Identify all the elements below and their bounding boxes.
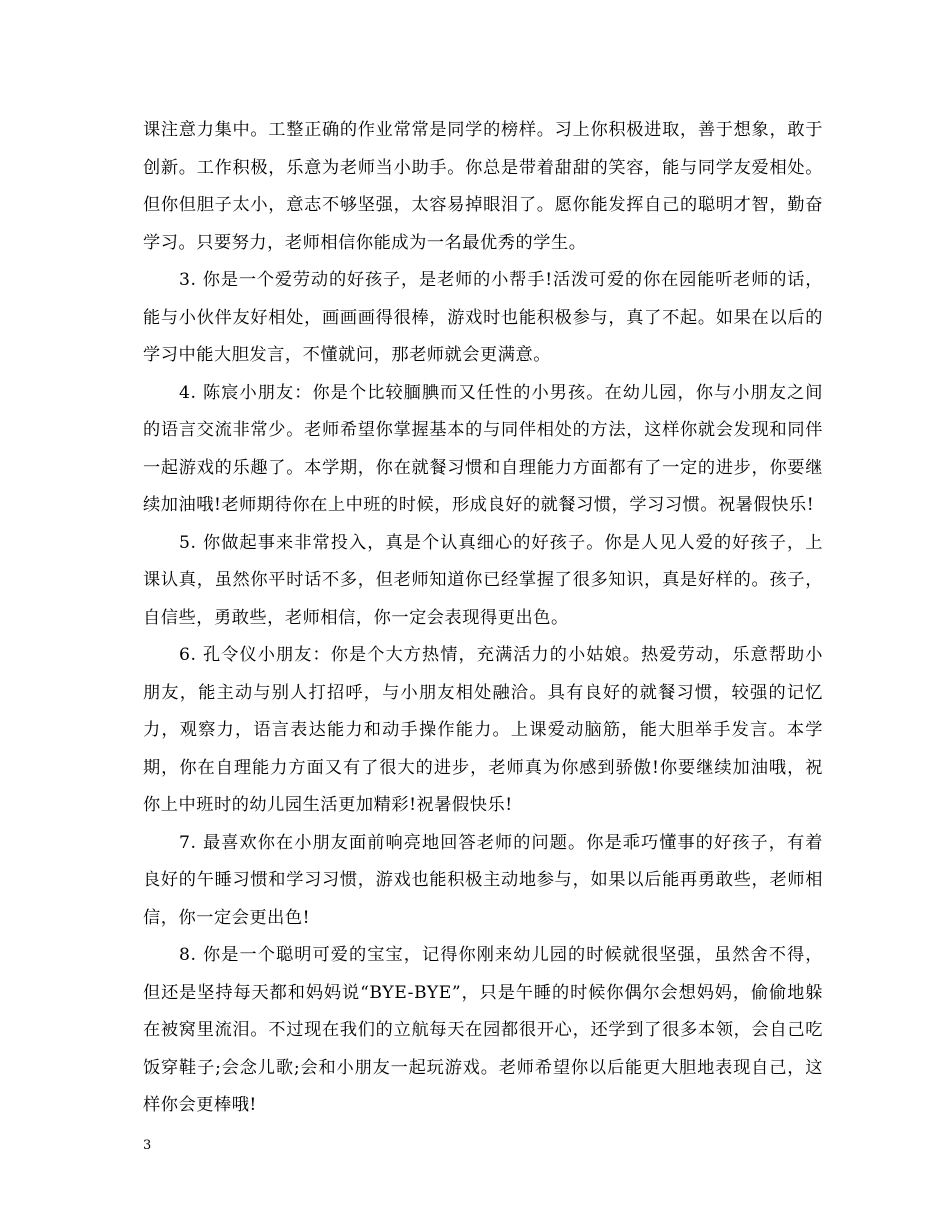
paragraph-item-4: 4. 陈宸小朋友：你是个比较腼腆而又任性的小男孩。在幼儿园，你与小朋友之间的语言交流非常少。老师希望你掌握基本的与同伴相处的方法，这样你就会发现和同伴一起游戏的乐趣了。本学期，你在就餐习惯和自理能力方面都有了一定的进步，你要继续加油哦!老师期待你在上中班的时候，形成良好的就餐习惯，学习习惯。祝暑假快乐! bbox=[143, 382, 823, 515]
paragraph-continuation: 课注意力集中。工整正确的作业常常是同学的榜样。习上你积极进取，善于想象，敢于创新。工作积极，乐意为老师当小助手。你总是带着甜甜的笑容，能与同学友爱相处。但你但胆子太小，意志不够坚强，太容易掉眼泪了。愿你能发挥自己的聪明才智，勤奋学习。只要努力，老师相信你能成为一名最优秀的学生。 bbox=[143, 120, 823, 253]
paragraph-item-8: 8. 你是一个聪明可爱的宝宝，记得你刚来幼儿园的时候就很坚强，虽然舍不得，但还是坚持每天都和妈妈说“BYE-BYE”，只是午睡的时候你偶尔会想妈妈，偷偷地躲在被窝里流泪。不过现在我们的立航每天在园都很开心，还学到了很多本领，会自己吃饭穿鞋子;会念儿歌;会和小朋友一起玩游戏。老师希望你以后能更大胆地表现自己，这样你会更棒哦! bbox=[143, 945, 823, 1115]
paragraph-item-3: 3. 你是一个爱劳动的好孩子，是老师的小帮手!活泼可爱的你在园能听老师的话，能与小伙伴友好相处，画画画得很棒，游戏时也能积极参与，真了不起。如果在以后的学习中能大胆发言，不懂就问，那老师就会更满意。 bbox=[143, 270, 823, 365]
paragraph-item-7: 7. 最喜欢你在小朋友面前响亮地回答老师的问题。你是乖巧懂事的好孩子，有着良好的午睡习惯和学习习惯，游戏也能积极主动地参与，如果以后能再勇敢些，老师相信，你一定会更出色! bbox=[143, 832, 823, 928]
paragraph-item-5: 5. 你做起事来非常投入，真是个认真细心的好孩子。你是人见人爱的好孩子，上课认真，虽然你平时话不多，但老师知道你已经掌握了很多知识，真是好样的。孩子，自信些，勇敢些，老师相信，你一定会表现得更出色。 bbox=[143, 532, 823, 628]
paragraph-item-6: 6. 孔令仪小朋友：你是个大方热情，充满活力的小姑娘。热爱劳动，乐意帮助小朋友，能主动与别人打招呼，与小朋友相处融洽。具有良好的就餐习惯，较强的记忆力，观察力，语言表达能力和动手操作能力。上课爱动脑筋，能大胆举手发言。本学期，你在自理能力方面又有了很大的进步，老师真为你感到骄傲!你要继续加油哦，祝你上中班时的幼儿园生活更加精彩!祝暑假快乐! bbox=[143, 645, 823, 815]
document-body bbox=[143, 112, 823, 1125]
page-number: 3 bbox=[143, 1138, 152, 1153]
